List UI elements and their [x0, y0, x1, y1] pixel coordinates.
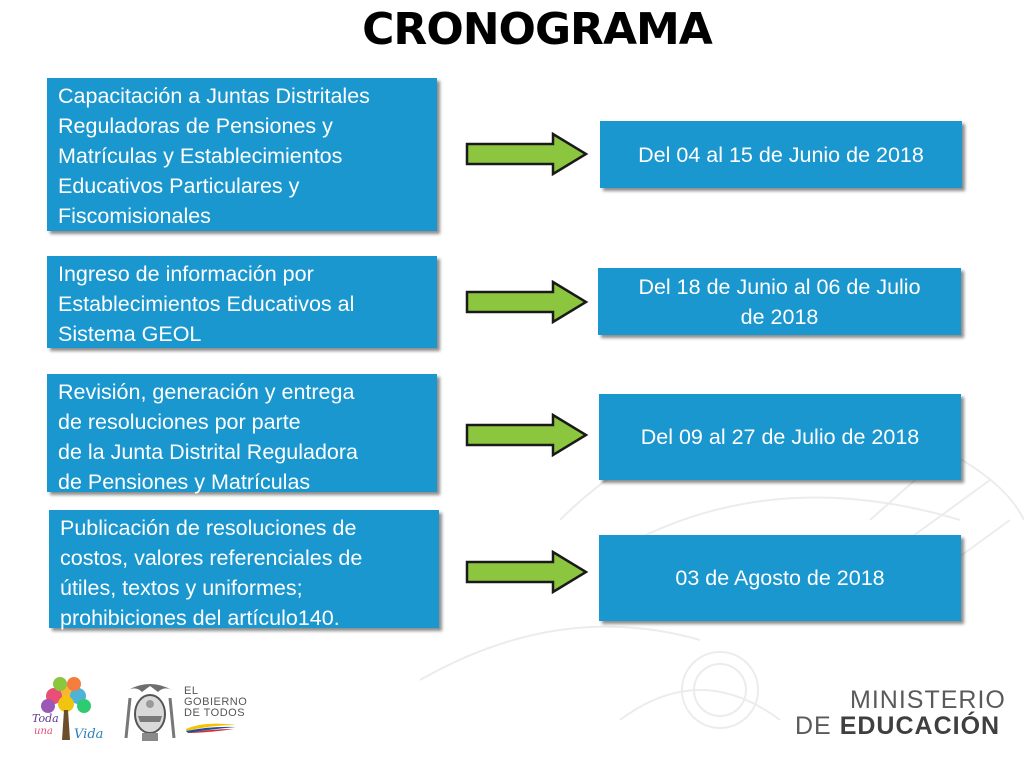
activity-line: Educativos Particulares y — [58, 174, 300, 198]
activity-line: Fiscomisionales — [58, 204, 211, 228]
flag-swoosh-icon — [184, 719, 238, 733]
date-line: Del 04 al 15 de Junio de 2018 — [638, 142, 924, 167]
activity-box-1 — [47, 78, 437, 231]
activity-box-4 — [49, 510, 439, 628]
activity-box-3 — [47, 374, 437, 492]
ministerio-bold: EDUCACIÓN — [839, 712, 1001, 740]
activity-line: útiles, textos y uniformes; — [60, 576, 303, 600]
activity-line: Reguladoras de Pensiones y — [58, 114, 333, 138]
activity-line: Capacitación a Juntas Distritales — [58, 84, 370, 108]
gobierno-line: DE TODOS — [184, 707, 246, 719]
page-title: CRONOGRAMA — [362, 4, 712, 55]
activity-line: Ingreso de información por — [58, 262, 314, 286]
right-arrow-icon — [465, 280, 589, 324]
vida-text: Vida — [74, 727, 103, 742]
una-text: una — [34, 726, 53, 737]
gobierno-line: EL — [184, 685, 199, 697]
date-line: de 2018 — [740, 304, 819, 329]
activity-line: de resoluciones por parte — [58, 410, 301, 434]
right-arrow-icon — [465, 550, 589, 594]
ministerio-line-1: MINISTERIO — [850, 686, 1006, 714]
activity-line: Sistema GEOL — [58, 322, 202, 346]
activity-box-2 — [47, 256, 437, 348]
gobierno-de-todos-logo — [184, 686, 247, 736]
activity-line: prohibiciones del artículo140. — [60, 606, 340, 630]
activity-line: Matrículas y Establecimientos — [58, 144, 343, 168]
date-box-4 — [599, 535, 961, 621]
gobierno-line: GOBIERNO — [184, 696, 248, 708]
date-line: 03 de Agosto de 2018 — [675, 566, 885, 590]
ministerio-prefix: DE — [795, 712, 840, 740]
date-box-1 — [600, 121, 962, 188]
activity-line: de la Junta Distrital Reguladora — [58, 440, 358, 464]
right-arrow-icon — [465, 132, 589, 176]
toda-text: Toda — [32, 712, 59, 725]
date-box-3 — [599, 394, 961, 480]
activity-line: Revisión, generación y entrega — [58, 380, 355, 404]
date-line: Del 09 al 27 de Julio de 2018 — [640, 425, 920, 449]
right-arrow-icon — [465, 413, 589, 457]
activity-line: de Pensiones y Matrículas — [58, 470, 311, 494]
activity-line: costos, valores referenciales de — [60, 546, 363, 570]
date-box-2 — [598, 268, 961, 335]
activity-line: Publicación de resoluciones de — [60, 516, 357, 540]
coat-of-arms-emblem — [120, 676, 180, 744]
date-line: Del 18 de Junio al 06 de Julio — [638, 274, 921, 299]
toda-una-vida-logo — [28, 672, 103, 744]
activity-line: Establecimientos Educativos al — [58, 292, 355, 316]
ministerio-line-2 — [795, 712, 1000, 741]
